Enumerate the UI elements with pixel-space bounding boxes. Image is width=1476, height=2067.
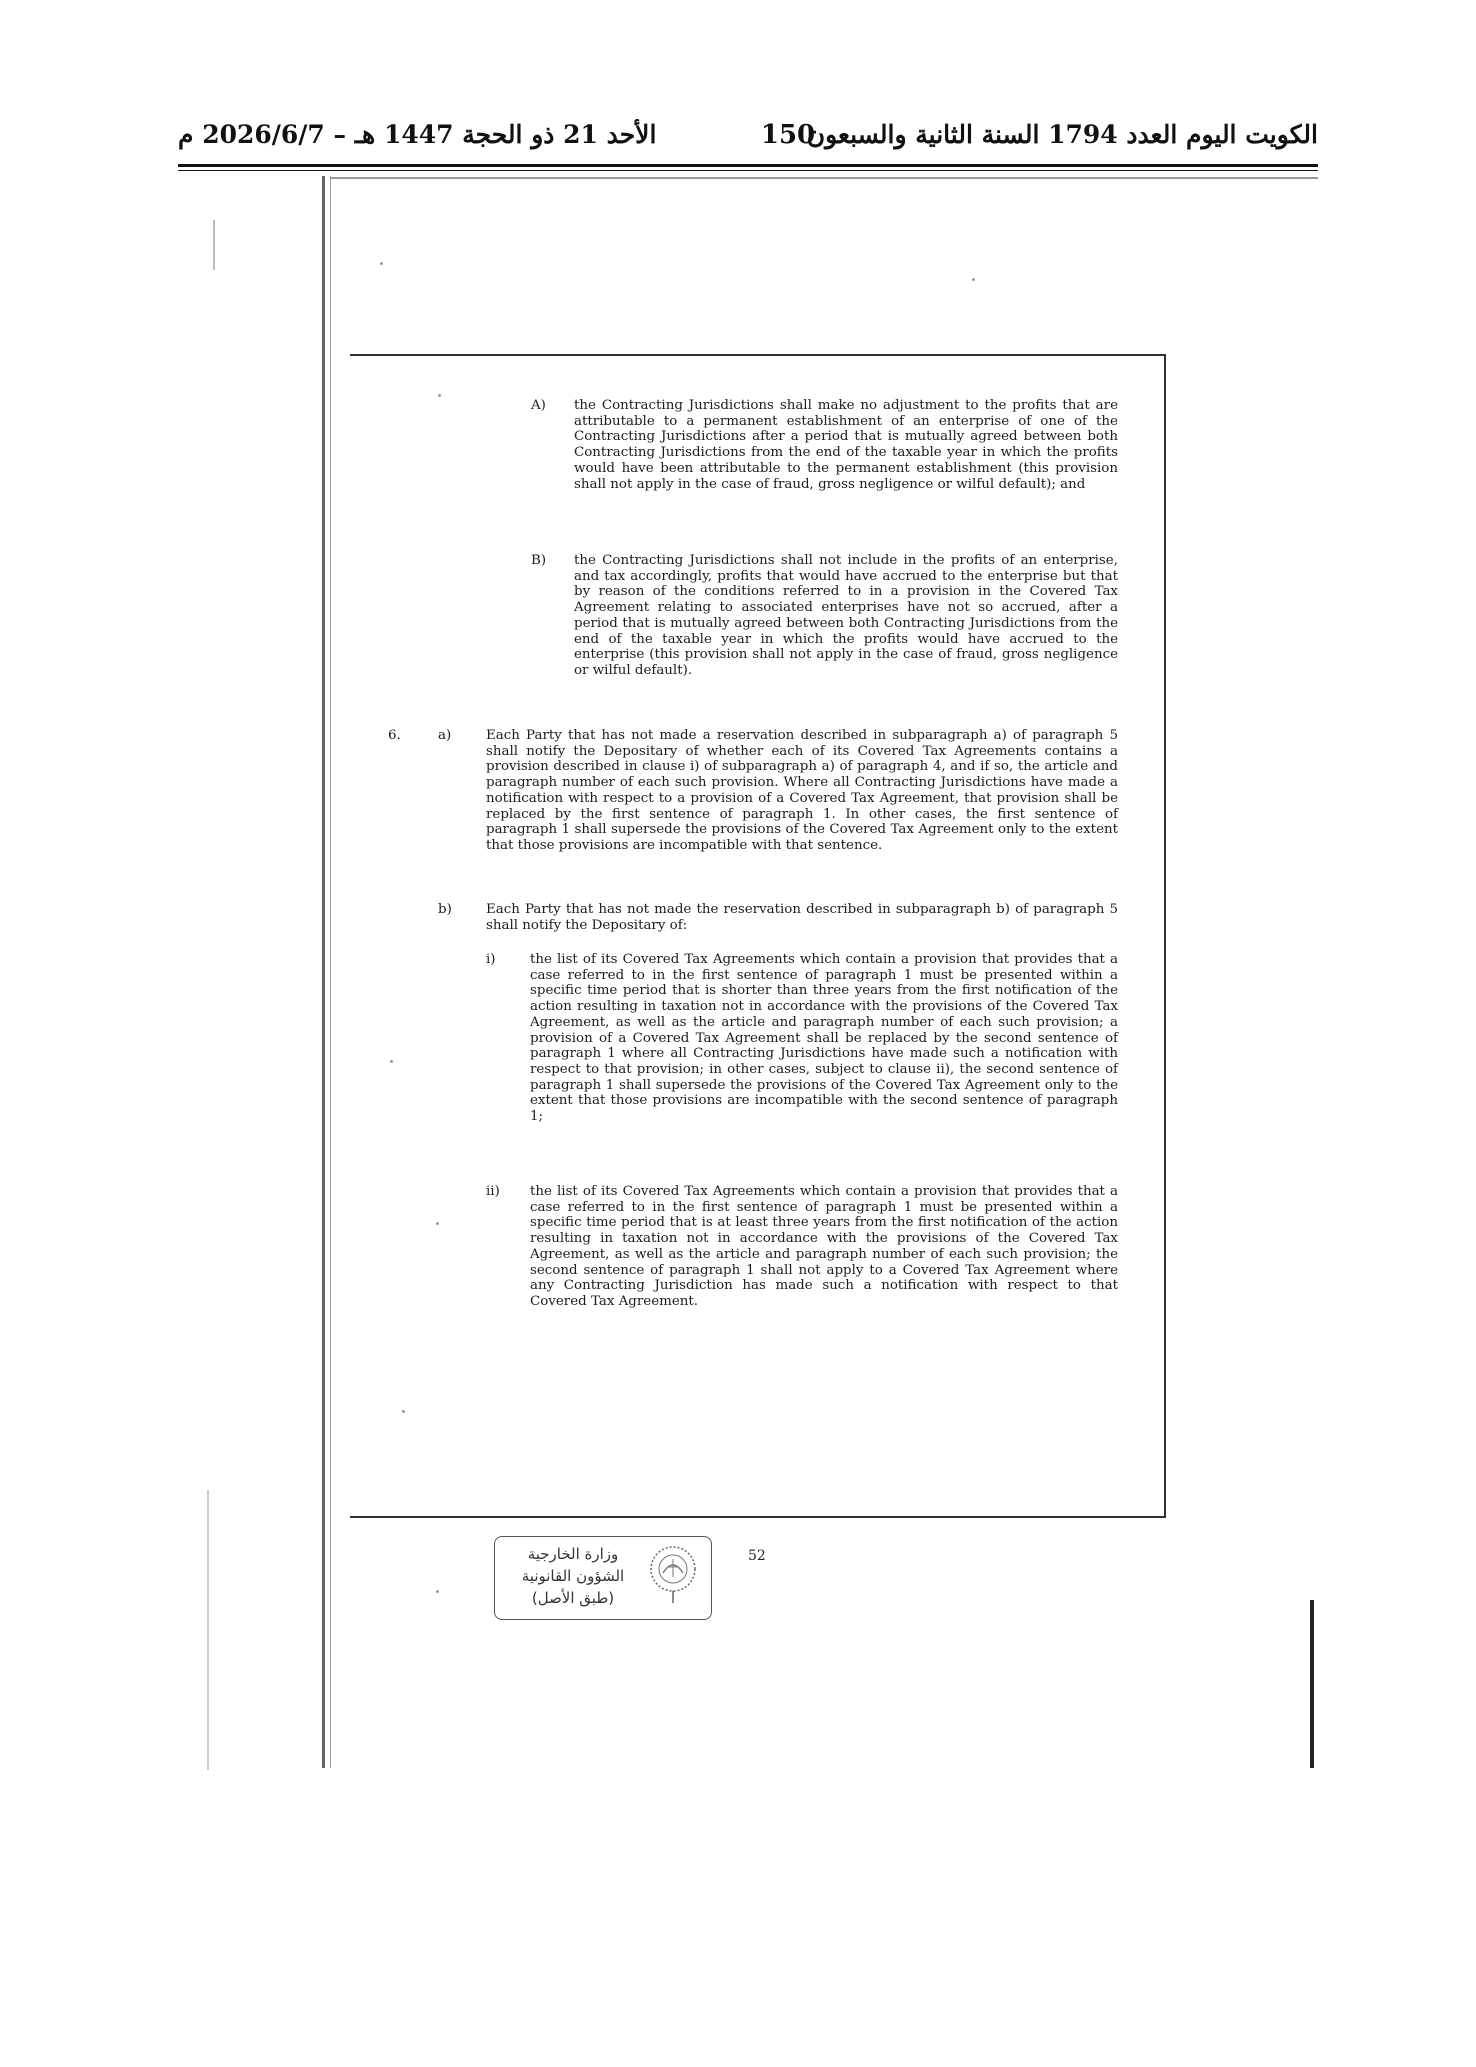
clause-label: ii) [486, 1184, 500, 1199]
header-rule-thin [178, 170, 1318, 171]
scan-top-line [330, 177, 1318, 179]
clause-text: the Contracting Jurisdictions shall make no adjustment to the profits that are attributable to a permanent establishment of an enterprise of one of the Contracting Jurisdictions after a period that is mutually agreed between both Contracting Jurisdictions from the end of the taxable year in which the profits would have been attributable to the permanent establishment (this provision shall not apply in the case of fraud, gross negligence or wilful default); and [574, 398, 1118, 492]
stamp-line: وزارة الخارجية [527, 1545, 619, 1563]
clause-label: A) [531, 398, 546, 413]
subparagraph-label: a) [438, 728, 452, 743]
stamp-text [503, 1543, 643, 1609]
header-rule [178, 164, 1318, 167]
subparagraph-label: b) [438, 902, 452, 917]
state-emblem-icon [645, 1543, 701, 1605]
subparagraph-text: Each Party that has not made the reservation described in subparagraph b) of paragraph 5 shall notify the Depositary of: [486, 902, 1118, 933]
subparagraph-text: Each Party that has not made a reservation described in subparagraph a) of paragraph 5 shall notify the Depositary of whether each of its Covered Tax Agreements contains a provision described in clause i) of subparagraph a) of paragraph 4, and if so, the article and paragraph number of each such provision. Where all Contracting Jurisdictions have made a notification with respect to a provision of a Covered Tax Agreement, that provision shall be replaced by the first sentence of paragraph 1. In other cases, the first sentence of paragraph 1 shall supersede the provisions of the Covered Tax Agreement only to the extent that those provisions are incompatible with that sentence. [486, 728, 1118, 853]
scan-edge-line [330, 176, 331, 1768]
stamp-line: الشؤون القانونية [521, 1567, 625, 1585]
ministry-stamp [494, 1536, 712, 1620]
scan-edge-line [1310, 1600, 1314, 1768]
scan-speck [436, 1590, 439, 1593]
scan-speck [380, 262, 383, 265]
scan-edge-line [213, 220, 215, 270]
clause-text: the Contracting Jurisdictions shall not include in the profits of an enterprise, and tax accordingly, profits that would have accrued to the enterprise but that by reason of the conditions referred to in a provision in the Covered Tax Agreement relating to associated enterprises have not so accrued, after a period that is mutually agreed between both Contracting Jurisdictions from the end of the taxable year in which the profits would have accrued to the enterprise (this provision shall not apply in the case of fraud, gross negligence or wilful default). [574, 553, 1118, 678]
scan-edge-line [322, 176, 325, 1768]
stamp-line: (طبق الأصل) [531, 1589, 615, 1607]
clause-text: the list of its Covered Tax Agreements which contain a provision that provides that a case referred to in the first sentence of paragraph 1 must be presented within a specific time period that is shorter than three years from the first notification of the action resulting in taxation not in accordance with the provisions of the Covered Tax Agreement, as well as the article and paragraph number of each such provision; a provision of a Covered Tax Agreement shall be replaced by the second sentence of paragraph 1 where all Contracting Jurisdictions have made such a notification with respect to that provision; in other cases, subject to clause ii), the second sentence of paragraph 1 shall supersede the provisions of the Covered Tax Agreement only to the extent that those provisions are incompatible with the second sentence of paragraph 1; [530, 952, 1118, 1125]
page-header [178, 120, 1318, 160]
header-date: الأحد 21 ذو الحجة 1447 هـ – 2026/6/7 م [178, 120, 657, 149]
scan-edge-line [207, 1490, 209, 1770]
scan-page-number: 52 [748, 1548, 766, 1564]
header-gazette-info: الكويت اليوم العدد 1794 السنة الثانية والسبعون [806, 120, 1318, 149]
paragraph-number: 6. [388, 728, 401, 743]
scanned-page-frame [350, 354, 1166, 1518]
clause-text: the list of its Covered Tax Agreements which contain a provision that provides that a case referred to in the first sentence of paragraph 1 must be presented within a specific time period that is at least three years from the first notification of the action resulting in taxation not in accordance with the provisions of the Covered Tax Agreement, as well as the article and paragraph number of each such provision; the second sentence of paragraph 1 shall not apply to a Covered Tax Agreement where any Contracting Jurisdiction has made such a notification with respect to that Covered Tax Agreement. [530, 1184, 1118, 1309]
header-page-number: 150 [760, 120, 816, 150]
clause-label: B) [531, 553, 547, 568]
scan-speck [972, 278, 975, 281]
clause-label: i) [486, 952, 496, 967]
